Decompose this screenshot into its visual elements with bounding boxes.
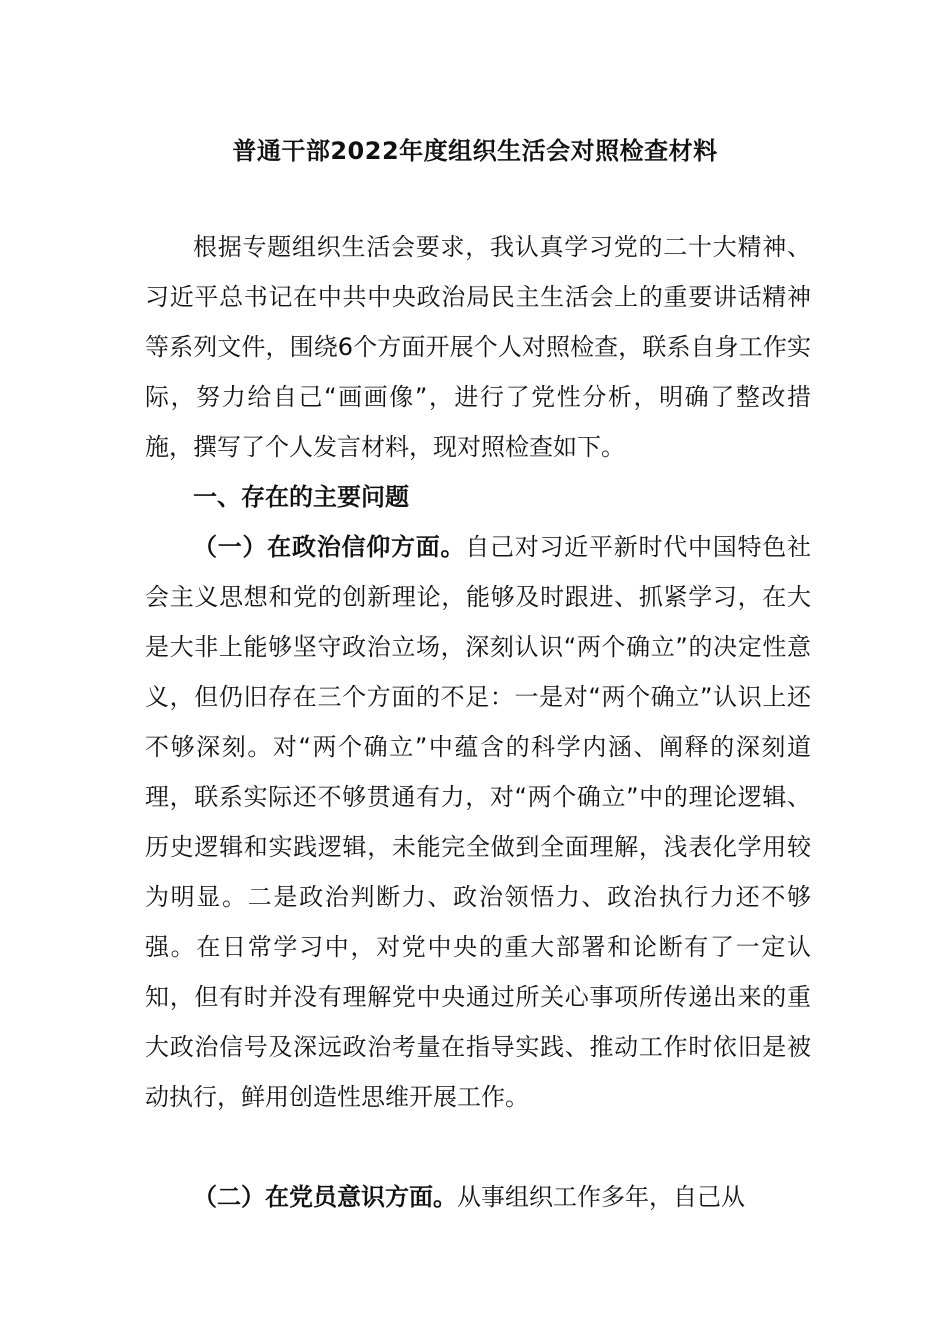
intro-paragraph-block <box>145 222 811 472</box>
document-title: 普通干部2022年度组织生活会对照检查材料 <box>232 137 718 165</box>
item-2-block <box>145 1172 811 1222</box>
item-1-lead: （一）在政治信仰方面。 <box>193 533 466 561</box>
item-2-paragraph <box>145 1172 811 1222</box>
section-heading: 一、存在的主要问题 <box>193 483 409 511</box>
item-1-paragraph <box>145 522 811 1122</box>
item-1-block <box>145 522 811 1122</box>
item-1-text: 自己对习近平新时代中国特色社会主义思想和党的创新理论，能够及时跟进、抓紧学习，在大是大非上能够坚守政治立场，深刻认识“两个确立”的决定性意义，但仍旧存在三个方面的不足：一是对“两个确立”认识上还不够深刻。对“两个确立”中蕴含的科学内涵、阐释的深刻道理，联系实际还不够贯通有力，对“两个确立”中的理论逻辑、历史逻辑和实践逻辑，未能完全做到全面理解，浅表化学用较为明显。二是政治判断力、政治领悟力、政治执行力还不够强。在日常学习中，对党中央的重大部署和论断有了一定认知，但有时并没有理解党中央通过所关心事项所传递出来的重大政治信号及深远政治考量在指导实践、推动工作时依旧是被动执行，鲜用创造性思维开展工作。 <box>145 533 811 1111</box>
section-heading-block <box>145 472 811 522</box>
item-2-lead: （二）在党员意识方面。 <box>193 1183 457 1211</box>
intro-paragraph: 根据专题组织生活会要求，我认真学习党的二十大精神、习近平总书记在中共中央政治局民主生活会上的重要讲话精神等系列文件，围绕6个方面开展个人对照检查，联系自身工作实际，努力给自己“画画像”，进行了党性分析，明确了整改措施，撰写了个人发言材料，现对照检查如下。 <box>145 233 811 461</box>
item-2-text: 从事组织工作多年，自己从 <box>457 1183 745 1211</box>
